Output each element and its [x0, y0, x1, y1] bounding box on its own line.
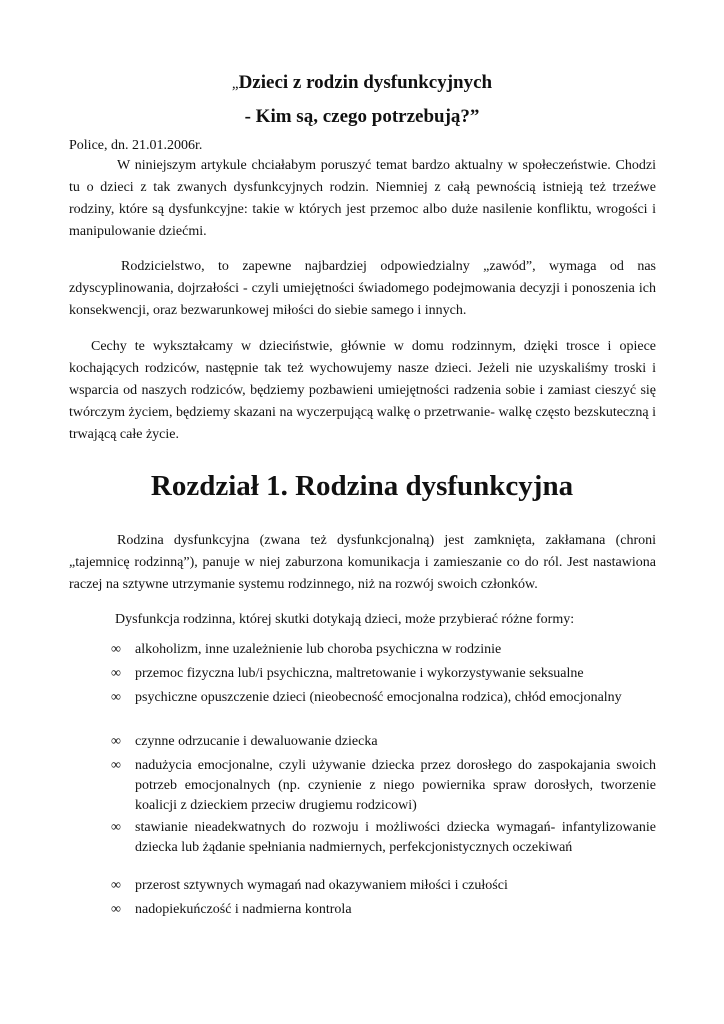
- title-line-1: [0, 72, 724, 94]
- list-intro: Dysfunkcja rodzinna, której skutki dotykają dzieci, może przybierać różne formy:: [115, 612, 575, 627]
- list-item-text: przemoc fizyczna lub/i psychiczna, maltretowanie i wykorzystywanie seksualne: [135, 666, 584, 681]
- infinity-bullet-icon: ∞: [111, 734, 121, 749]
- infinity-bullet-icon: ∞: [111, 690, 121, 705]
- chapter-paragraph: Rodzina dysfunkcyjna (zwana też dysfunkcjonalną) jest zamknięta, zakłamana (chroni „tajemnicę rodzinną”), panuje w niej zaburzona komunikacja i zamieszanie co do ról. Jest nastawiona raczej na sztywne utrzymanie systemu rodzinnego, niż na rozwój swoich członków.: [69, 533, 656, 592]
- title-open-quote: „: [231, 76, 239, 92]
- infinity-bullet-icon: ∞: [111, 820, 121, 835]
- intro-paragraph-1: W niniejszym artykule chciałabym poruszyć temat bardzo aktualny w społeczeństwie. Chodzi tu o dzieci z tak zwanych dysfunkcyjnych rodzin. Niemniej z całą pewnością istnieją też trzeźwe rodziny, które są dysfunkcyjne: takie w których jest przemoc albo duże nasilenie konfliktu, wrogości i manipulowanie dziećmi.: [69, 158, 656, 239]
- intro-paragraph-2: Rodzicielstwo, to zapewne najbardziej odpowiedzialny „zawód”, wymaga od nas zdyscyplinowania, dojrzałości - czyli umiejętności świadomego podejmowania decyzji i ponoszenia ich konsekwencji, oraz bezwarunkowej miłości do siebie samego i innych.: [69, 259, 656, 318]
- list-item-text: psychiczne opuszczenie dzieci (nieobecność emocjonalna rodzica), chłód emocjonalny: [135, 690, 622, 705]
- list-item-text: alkoholizm, inne uzależnienie lub choroba psychiczna w rodzinie: [135, 642, 502, 657]
- list-item-text: nadużycia emocjonalne, czyli używanie dziecka przez dorosłego do zaspokajania swoich potrzeb emocjonalnych (np. czynienie z niego powiernika spraw dorosłych, tworzenie koalicji z dzieckiem przeciw drugiemu rodzicowi): [135, 758, 656, 813]
- list-item-text: stawianie nieadekwatnych do rozwoju i możliwości dziecka wymagań- infantylizowanie dziecka lub żądanie spełniania nadmiernych, perfekcjonistycznych oczekiwań: [135, 820, 656, 855]
- list-item-text: przerost sztywnych wymagań nad okazywaniem miłości i czułości: [135, 878, 508, 893]
- infinity-bullet-icon: ∞: [111, 902, 121, 917]
- list-item-text: nadopiekuńczość i nadmierna kontrola: [135, 902, 352, 917]
- title-line-2: - Kim są, czego potrzebują?”: [244, 106, 480, 127]
- infinity-bullet-icon: ∞: [111, 666, 121, 681]
- infinity-bullet-icon: ∞: [111, 642, 121, 657]
- title-line-1-text: Dzieci z rodzin dysfunkcyjnych: [238, 72, 493, 93]
- list-item-text: czynne odrzucanie i dewaluowanie dziecka: [135, 734, 378, 749]
- chapter-heading: Rozdział 1. Rodzina dysfunkcyjna: [150, 470, 574, 502]
- place-date: Police, dn. 21.01.2006r.: [69, 138, 203, 153]
- infinity-bullet-icon: ∞: [111, 758, 121, 773]
- infinity-bullet-icon: ∞: [111, 878, 121, 893]
- intro-paragraph-3: Cechy te wykształcamy w dzieciństwie, głównie w domu rodzinnym, dzięki trosce i opiece kochających rodziców, następnie tak też wychowujemy nasze dzieci. Jeżeli nie uzyskaliśmy troski i wsparcia od naszych rodziców, będziemy pozbawieni umiejętności radzenia sobie i zamiast cieszyć się twórczym życiem, będziemy skazani na wyczerpującą walkę o przetrwanie- walkę często bezskuteczną i trwającą całe życie.: [69, 339, 656, 442]
